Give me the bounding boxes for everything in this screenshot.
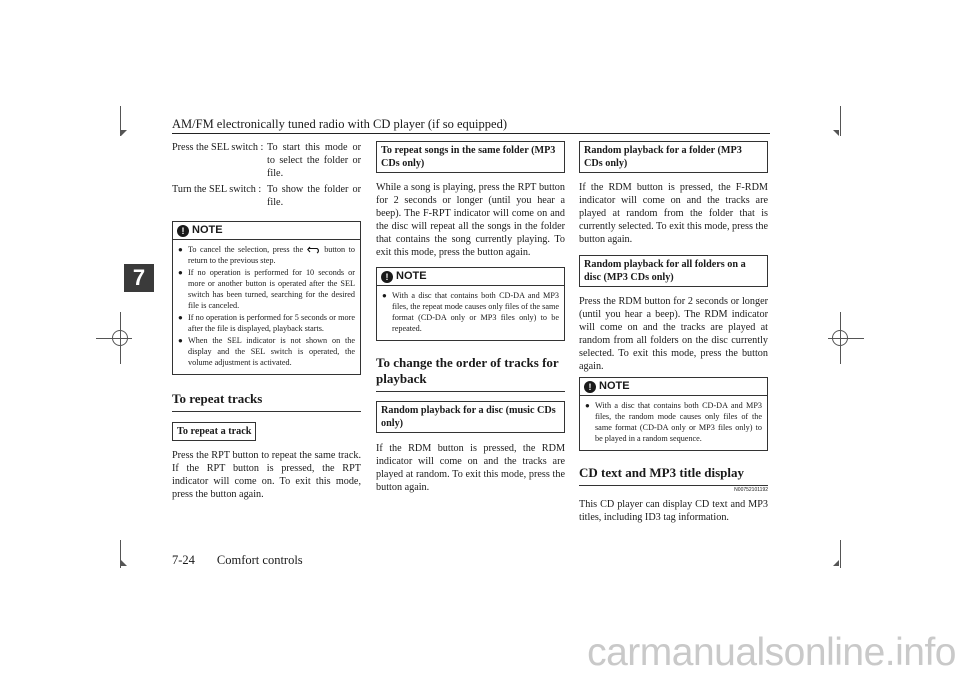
- subsection-heading: To repeat songs in the same folder (MP3 CDs only): [376, 141, 565, 173]
- note-list: [580, 396, 767, 450]
- page-header: AM/FM electronically tuned radio with CD player (if so equipped): [172, 117, 507, 131]
- crop-mark: [840, 540, 841, 568]
- body-paragraph: If the RDM button is pressed, the RDM indicator will come on and the tracks are played at random. To exit this mode, press the button again.: [376, 443, 565, 493]
- note-item: [178, 244, 355, 266]
- definition-term: Press the SEL switch :: [172, 142, 264, 153]
- note-list: [173, 240, 360, 374]
- column-2: [376, 141, 565, 494]
- note-item: ● If no operation is performed for 10 seconds or more or another button is operated after the SEL switch has been turned, searching for the desired file is canceled.: [178, 267, 355, 311]
- note-text: To cancel the selection, press the: [188, 245, 304, 254]
- note-box: [376, 267, 565, 341]
- definition-row: [172, 183, 361, 209]
- note-item: ● With a disc that contains both CD-DA and MP3 files, the random mode causes only files of the same format (CD-DA only or MP3 files only) to be played in a random sequence.: [585, 400, 762, 444]
- corner-mark: [121, 130, 127, 136]
- note-item: ● When the SEL indicator is not shown on the display and the SEL switch is operated, the volume adjustment is activated.: [178, 335, 355, 368]
- definition-row: [172, 141, 361, 180]
- subsection-heading: Random playback for a folder (MP3 CDs only): [579, 141, 768, 173]
- note-list: [377, 286, 564, 340]
- registration-mark: [112, 330, 128, 346]
- section-name: Comfort controls: [216, 553, 303, 567]
- registration-mark: [832, 330, 848, 346]
- definition-term: Turn the SEL switch :: [172, 184, 262, 195]
- note-icon: !: [177, 225, 189, 237]
- section-heading: CD text and MP3 title display: [579, 465, 768, 486]
- header-rule: [172, 133, 770, 134]
- note-header: [377, 268, 564, 286]
- body-paragraph: Press the RPT button to repeat the same track. If the RPT button is pressed, the RPT indicator will come on. To exit this mode, press the button again.: [172, 450, 361, 500]
- page-footer: [172, 553, 303, 568]
- definition-desc: To show the folder or file.: [267, 184, 361, 208]
- definition-desc: To start this mode or to select the folder or file.: [267, 142, 361, 179]
- watermark: carmanualsonline.info: [587, 631, 956, 674]
- body-paragraph: If the RDM button is pressed, the F-RDM indicator will come on and the tracks are played at random from the folder that is currently selected. To exit this mode, press the button again.: [579, 182, 768, 245]
- back-arrow-icon: [307, 246, 321, 254]
- section-heading: To repeat tracks: [172, 391, 361, 412]
- page-number: 7-24: [172, 553, 195, 567]
- body-paragraph: This CD player can display CD text and MP3 titles, including ID3 tag information.: [579, 499, 768, 523]
- subsection-heading: Random playback for a disc (music CDs only): [376, 401, 565, 433]
- body-paragraph: While a song is playing, press the RPT button for 2 seconds or longer (until you hear a beep). The F-RPT indicator will come on and the disc will repeat all the songs in the folder that contains the song currently playing. To exit this mode, press the button again.: [376, 182, 565, 258]
- note-icon: !: [381, 271, 393, 283]
- section-heading: To change the order of tracks for playback: [376, 355, 565, 392]
- column-3: [579, 141, 768, 524]
- corner-mark: [833, 130, 839, 136]
- note-title: NOTE: [599, 380, 630, 392]
- note-icon: !: [584, 381, 596, 393]
- subsection-heading: Random playback for all folders on a disc (MP3 CDs only): [579, 255, 768, 287]
- note-item: ● With a disc that contains both CD-DA and MP3 files, the repeat mode causes only files of the same format (CD-DA only or MP3 files only) to be repeated.: [382, 290, 559, 334]
- note-text: button to return to the previous step.: [188, 245, 356, 265]
- crop-mark: [840, 106, 841, 136]
- column-1: [172, 141, 361, 501]
- document-code: N00752101192: [734, 487, 768, 493]
- note-title: NOTE: [396, 270, 427, 282]
- subsection-heading: To repeat a track: [172, 422, 256, 441]
- note-box: [172, 221, 361, 375]
- corner-mark: [121, 560, 127, 566]
- note-header: [580, 378, 767, 396]
- corner-mark: [833, 560, 839, 566]
- note-title: NOTE: [192, 224, 223, 236]
- body-paragraph: Press the RDM button for 2 seconds or longer (until you hear a beep). The RDM indicator will come on and the tracks are played at random from all folders on the disc currently selected. To exit this mode, press the button again.: [579, 296, 768, 372]
- note-item: ● If no operation is performed for 5 seconds or more after the file is displayed, playback starts.: [178, 312, 355, 334]
- note-header: [173, 222, 360, 240]
- note-box: [579, 377, 768, 451]
- chapter-tab: 7: [124, 264, 154, 292]
